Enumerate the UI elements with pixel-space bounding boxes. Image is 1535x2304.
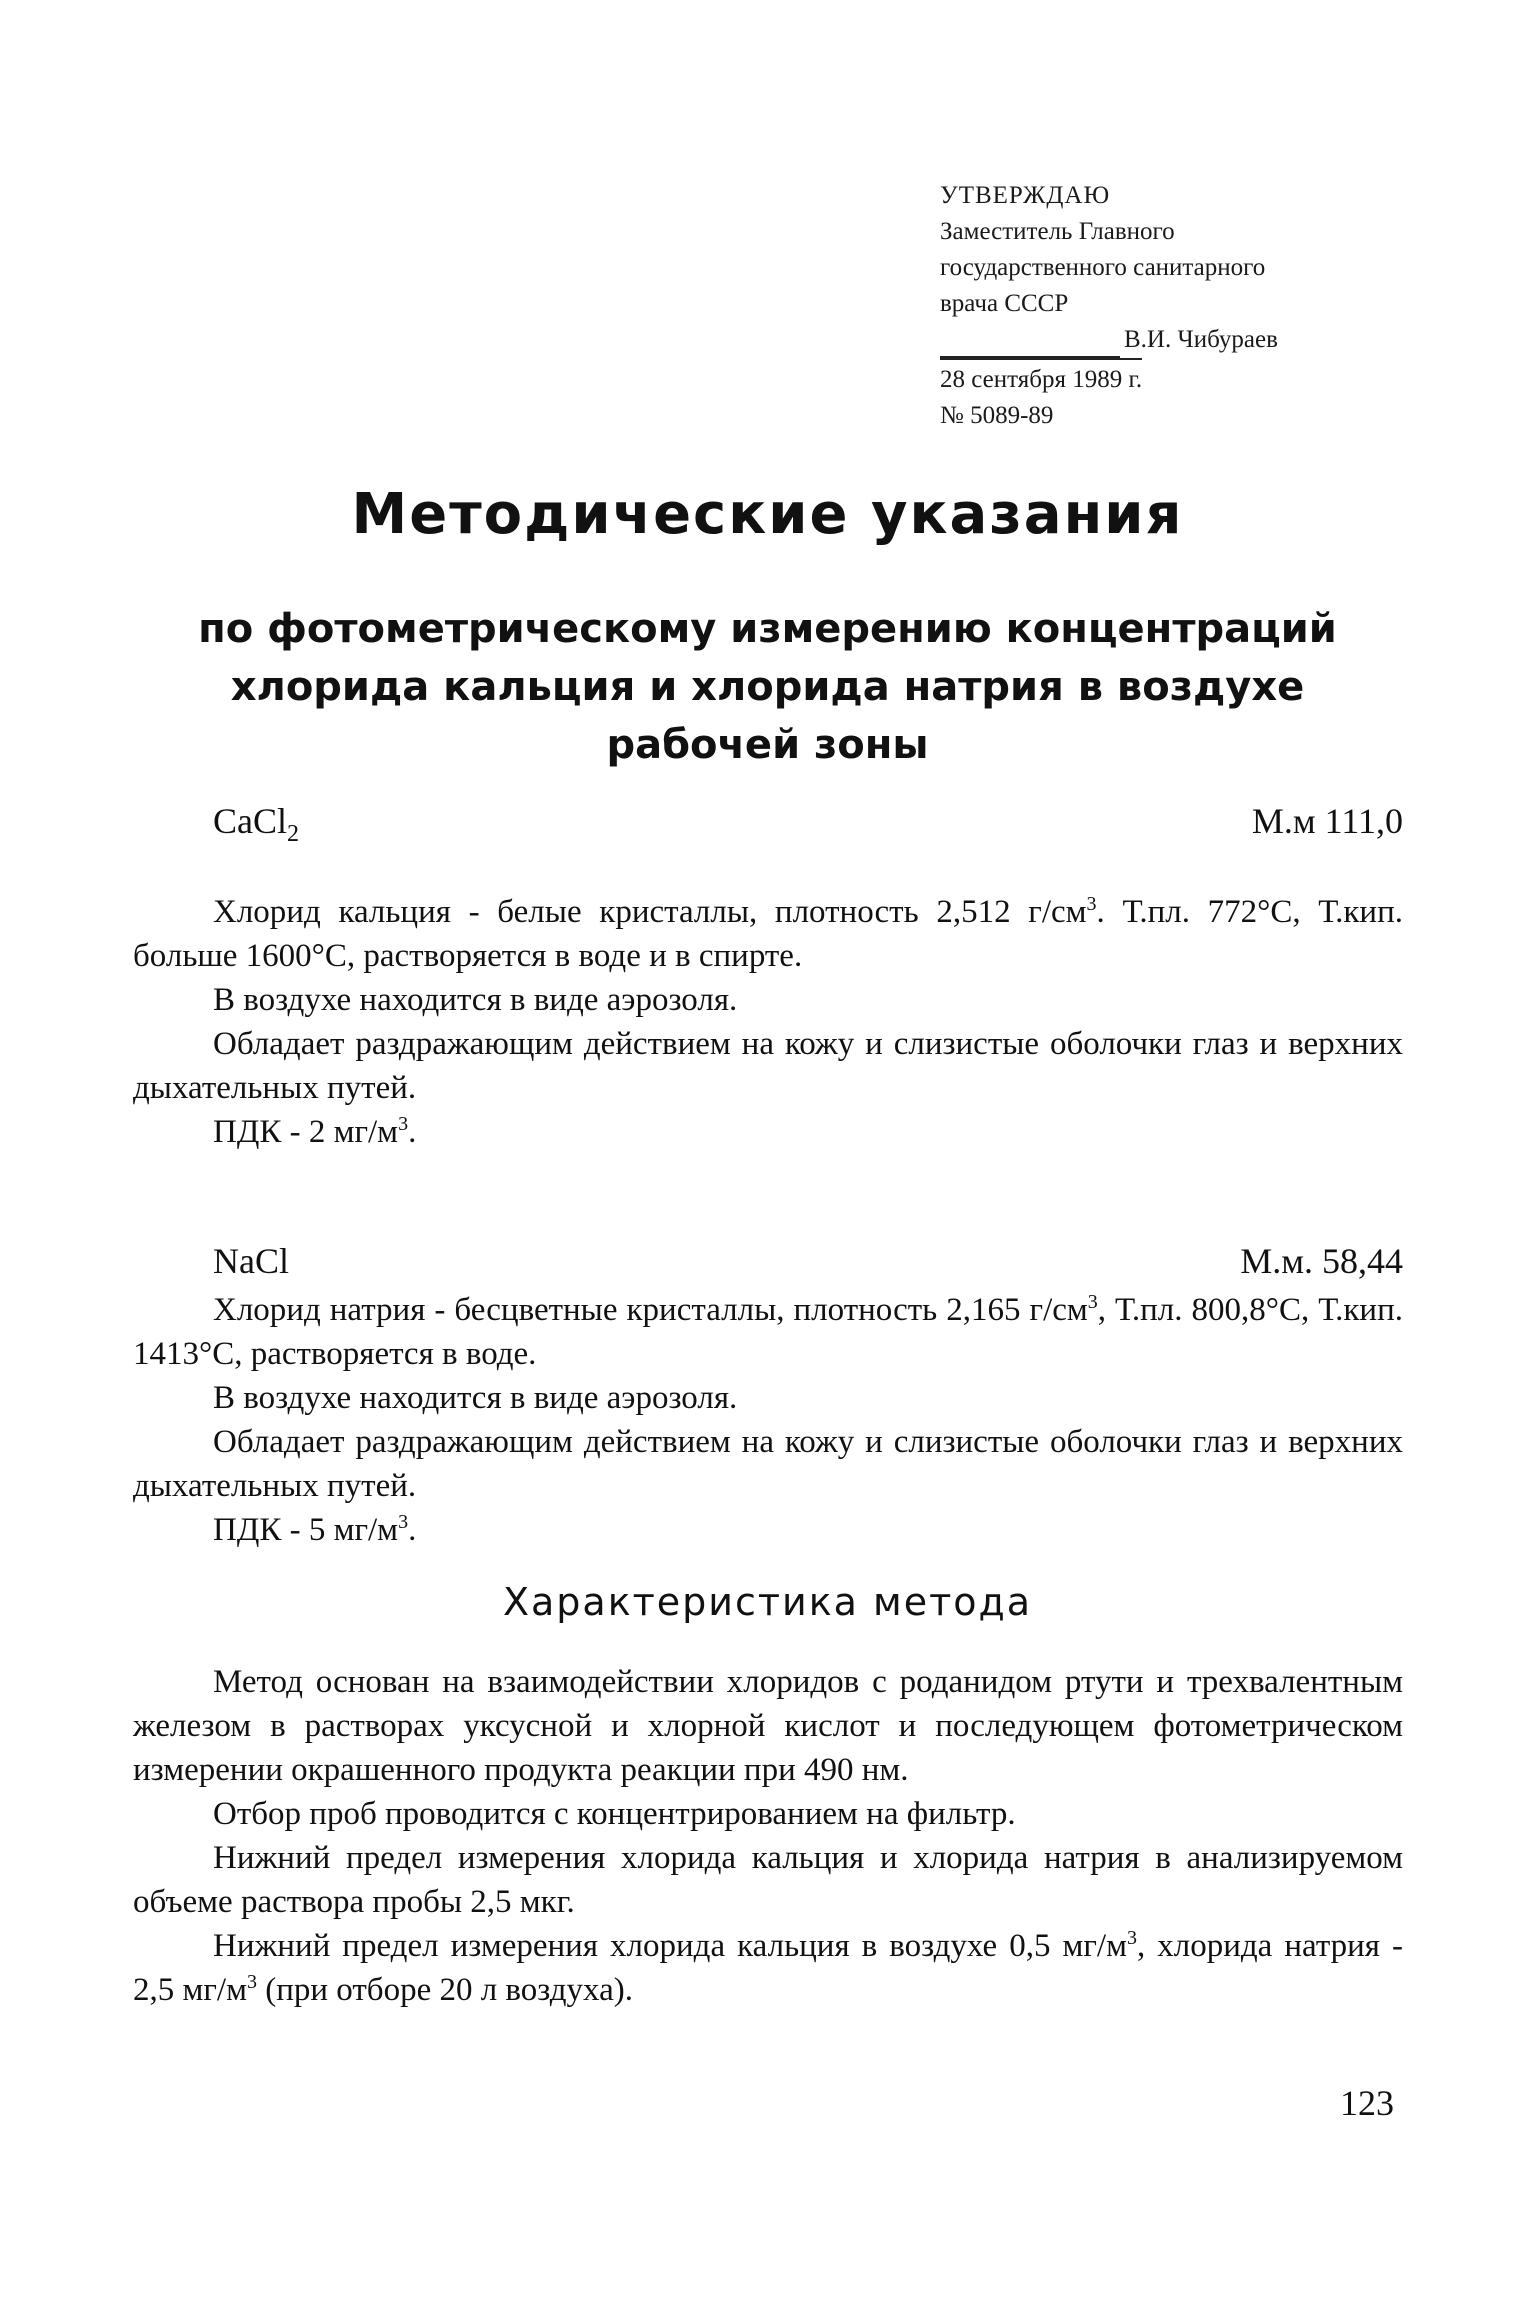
cacl2-state: В воздухе находится в виде аэрозоля. bbox=[213, 982, 738, 1018]
nacl-description bbox=[133, 1288, 1403, 1552]
document-subtitle bbox=[150, 600, 1385, 774]
nacl-effect: Обладает раздражающим действием на кожу и слизистые оболочки глаз и верхних дыхательных путей. bbox=[133, 1424, 1403, 1504]
nacl-formula: NaCl bbox=[213, 1241, 289, 1281]
method-heading: Характеристика метода bbox=[502, 1580, 1033, 1624]
document-title: Методические указания bbox=[351, 482, 1184, 547]
method-principle: Метод основан на взаимодействии хлоридов с роданидом ртути и трехвалентным железом в растворах уксусной и хлорной кислот и последующем фотометрическом измерении окрашенного продукта реакции при 490 нм. bbox=[133, 1664, 1403, 1788]
cacl2-properties: Хлорид кальция - белые кристаллы, плотность 2,512 $г/см^3$. Т.пл. 772°С, Т.кип. больше 1600°С, растворяется в воде и в спирте. bbox=[133, 893, 1404, 974]
cacl2-molar-mass: М.м 111,0 bbox=[1251, 801, 1403, 841]
page-number: 123 bbox=[1340, 2083, 1394, 2123]
method-sampling: Отбор проб проводится с концентрированием на фильтр. bbox=[213, 1796, 1016, 1832]
approval-number: № 5089-89 bbox=[940, 402, 1054, 429]
approval-line: Заместитель Главного bbox=[940, 218, 1175, 245]
cacl2-pdk: ПДК - 2 $мг/м^3$. bbox=[213, 1113, 417, 1150]
approval-line: государственного санитарного bbox=[940, 254, 1266, 281]
cacl2-description bbox=[133, 890, 1403, 1154]
method-lower-limit-solution: Нижний предел измерения хлорида кальция и хлорида натрия в анализируемом объеме раствора пробы 2,5 мкг. bbox=[133, 1840, 1403, 1920]
signature-line bbox=[940, 322, 1410, 358]
subtitle-line: по фотометрическому измерению концентраций bbox=[198, 606, 1337, 652]
method-description bbox=[133, 1660, 1403, 2012]
cacl2-formula: CaCl$_2$ bbox=[213, 801, 300, 848]
nacl-properties: Хлорид натрия - бесцветные кристаллы, плотность 2,165 $г/см^3$, Т.пл. 800,8°С, Т.кип. 1413°С, растворяется в воде. bbox=[133, 1291, 1403, 1372]
approval-block bbox=[940, 178, 1410, 434]
method-lower-limit-air: Нижний предел измерения хлорида кальция в воздухе 0,5 $мг/м^3$, хлорида натрия - 2,5 $мг/м^3$ (при отборе 20 л воздуха). bbox=[133, 1927, 1404, 2008]
subtitle-line: рабочей зоны bbox=[606, 722, 929, 768]
subtitle-line: хлорида кальция и хлорида натрия в воздухе bbox=[230, 664, 1305, 710]
cacl2-effect: Обладает раздражающим действием на кожу и слизистые оболочки глаз и верхних дыхательных путей. bbox=[133, 1026, 1403, 1106]
approval-line: врача СССР bbox=[940, 290, 1069, 317]
cacl2-header bbox=[213, 800, 1403, 848]
nacl-header bbox=[213, 1240, 1403, 1282]
nacl-pdk: ПДК - 5 $мг/м^3$. bbox=[213, 1511, 417, 1548]
approval-date: 28 сентября 1989 г. bbox=[940, 358, 1142, 398]
signatory-name: В.И. Чибураев bbox=[1124, 326, 1278, 353]
approval-heading: УТВЕРЖДАЮ bbox=[940, 182, 1111, 209]
signature-blank bbox=[940, 330, 1120, 358]
nacl-molar-mass: М.м. 58,44 bbox=[1240, 1241, 1403, 1281]
nacl-state: В воздухе находится в виде аэрозоля. bbox=[213, 1380, 738, 1416]
